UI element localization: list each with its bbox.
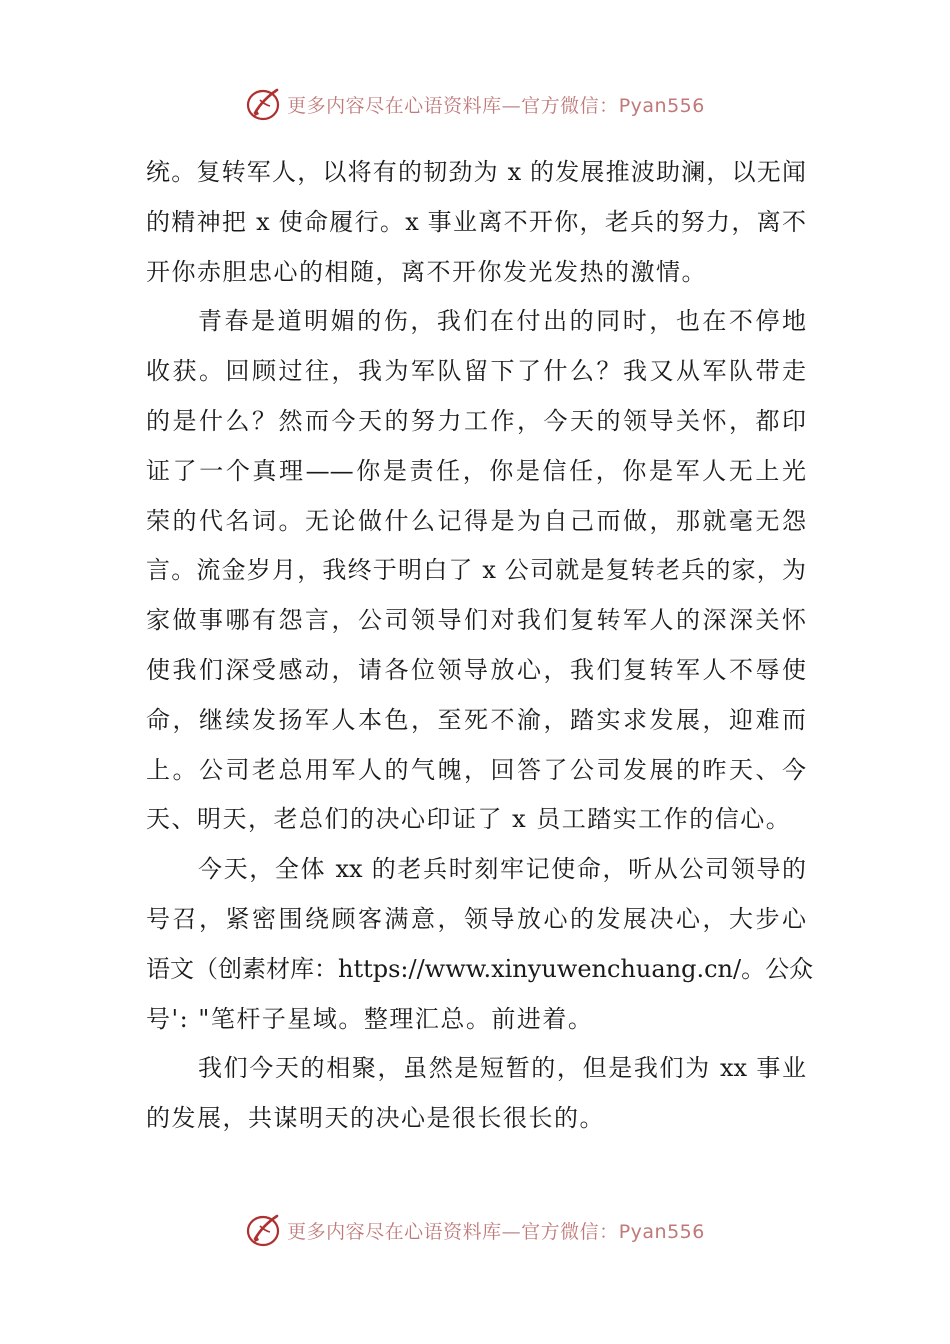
footer-banner-text (287, 1217, 705, 1244)
footer-wechat-label: 官方微信： (521, 1220, 619, 1243)
header-wechat-label: 官方微信： (521, 94, 619, 117)
body-line: 家做事哪有怨言，公司领导们对我们复转军人的深深关怀 (146, 606, 806, 635)
body-line: 天、明天，老总们的决心印证了 x 员工踏实工作的信心。 (146, 805, 792, 834)
header-banner-cn: 更多内容尽在心语资料库 (287, 94, 502, 117)
header-banner-inner (245, 86, 705, 122)
body-line: 号召，紧密围绕顾客满意，领导放心的发展决心，大步心 (146, 904, 806, 933)
body-line-with-link: 语文（创素材库：https://www.xinyuwenchuang.cn/。公众 (146, 954, 814, 983)
body-line: 言。流金岁月，我终于明白了 x 公司就是复转老兵的家，为 (146, 556, 806, 585)
paragraph-start-line: 我们今天的相聚，虽然是短暂的，但是我们为 xx 事业 (198, 1054, 806, 1083)
body-line: 号': "笔杆子星域。整理汇总。前进着。 (146, 1004, 594, 1033)
footer-banner (0, 1210, 950, 1250)
body-line: 证了一个真理——你是责任，你是信任，你是军人无上光 (146, 456, 806, 485)
body-line: 使我们深受感动，请各位领导放心，我们复转军人不辱使 (146, 655, 806, 684)
header-banner-separator: — (501, 94, 522, 117)
header-banner (0, 84, 950, 124)
footer-banner-cn: 更多内容尽在心语资料库 (287, 1220, 502, 1243)
body-line: 统。复转军人，以将有的韧劲为 x 的发展推波助澜，以无闻 (146, 158, 806, 186)
body-line: 的精神把 x 使命履行。x 事业离不开你，老兵的努力，离不 (146, 207, 806, 236)
paragraph-start-line: 今天，全体 xx 的老兵时刻牢记使命，听从公司领导的 (198, 855, 806, 884)
header-wechat-id: Pyan556 (618, 94, 705, 117)
body-line: 荣的代名词。无论做什么记得是为自己而做，那就毫无怨 (146, 506, 806, 535)
body-line: 的发展，共谋明天的决心是很长很长的。 (146, 1104, 605, 1133)
header-banner-text (287, 91, 705, 118)
body-line: 开你赤胆忠心的相随，离不开你发光发热的激情。 (146, 257, 707, 286)
paragraph-start-line: 青春是道明媚的伤，我们在付出的同时，也在不停地 (198, 307, 806, 336)
body-line: 收获。回顾过往，我为军队留下了什么？我又从军队带走 (146, 357, 806, 386)
body-line: 的是什么？然而今天的努力工作，今天的领导关怀，都印 (146, 406, 806, 435)
footer-banner-inner (245, 1212, 705, 1248)
footer-banner-separator: — (501, 1220, 522, 1243)
pen-logo-icon (245, 86, 283, 122)
body-line: 命，继续发扬军人本色，至死不渝，踏实求发展，迎难而 (146, 705, 806, 734)
body-line: 上。公司老总用军人的气魄，回答了公司发展的昨天、今 (146, 755, 806, 784)
document-body (146, 148, 814, 1144)
pen-logo-icon (245, 1212, 283, 1248)
footer-wechat-id: Pyan556 (618, 1220, 705, 1243)
